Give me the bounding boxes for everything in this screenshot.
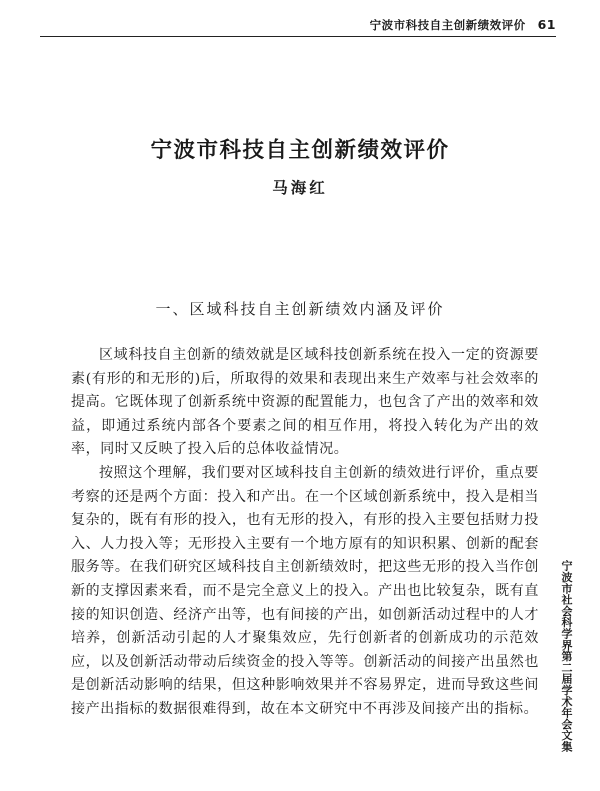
- running-header: [370, 17, 556, 33]
- body-text: [71, 344, 539, 722]
- header-rule: [40, 36, 556, 37]
- paragraph: 按照这个理解，我们要对区域科技自主创新的绩效进行评价，重点要考察的还是两个方面：投入和产出。在一个区域创新系统中，投入是相当复杂的，既有有形的投入，也有无形的投入，有形的投入主要包括财力投入、人力投入等；无形投入主要有一个地方原有的知识积累、创新的配套服务等。在我们研究区域科技自主创新绩效时，把这些无形的投入当作创新的支撑因素来看，而不是完全意义上的投入。产出也比较复杂，既有直接的知识创造、经济产出等，也有间接的产出，如创新活动过程中的人才培养，创新活动引起的人才聚集效应，先行创新者的创新成功的示范效应，以及创新活动带动后续资金的投入等等。创新活动的间接产出虽然也是创新活动影响的结果，但这种影响效果并不容易界定，进而导致这些间接产出指标的数据很难得到，故在本文研究中不再涉及间接产出的指标。: [71, 464, 539, 717]
- running-title: 宁波市科技自主创新绩效评价: [369, 18, 526, 32]
- paragraph: 区域科技自主创新的绩效就是区域科技创新系统在投入一定的资源要素(有形的和无形的)后，所取得的效果和表现出来生产效率与社会效率的提高。它既体现了创新系统中资源的配置能力，也包含了产出的效率和效益，即通过系统内部各个要素之间的相互作用，将投入转化为产出的效率，同时又反映了投入后的总体收益情况。: [71, 347, 539, 458]
- side-caption: 宁波市社会科学界第二届学术年会文集: [560, 560, 573, 753]
- article-title: 宁波市科技自主创新绩效评价: [150, 138, 450, 163]
- page-number: 61: [537, 17, 556, 32]
- section-heading: 一、区域科技自主创新绩效内涵及评价: [155, 300, 445, 318]
- author-name: 马海红: [272, 178, 328, 197]
